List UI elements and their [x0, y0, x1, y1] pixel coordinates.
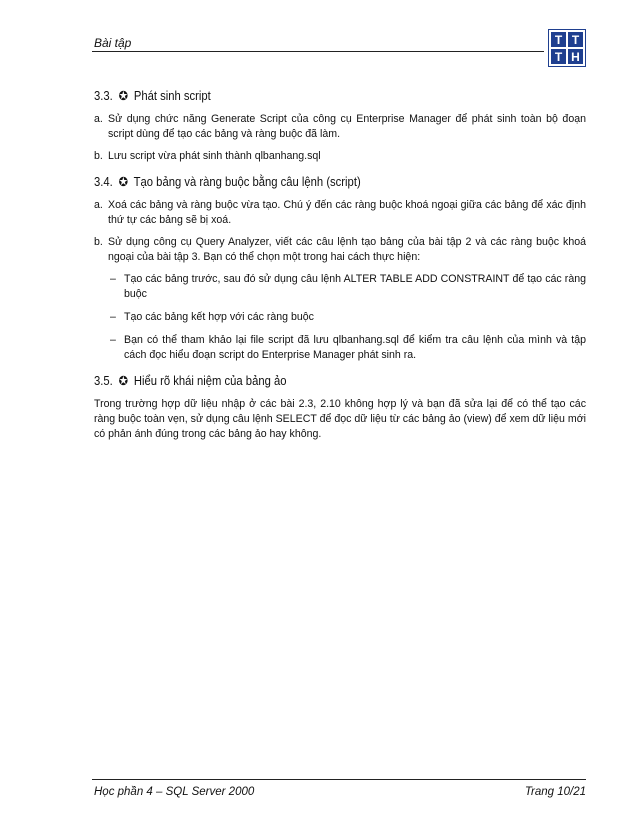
logo-letter-3: T — [554, 50, 563, 64]
list-item — [94, 112, 586, 142]
item-label: b. — [94, 236, 103, 248]
section-title: Tạo bảng và ràng buộc bằng câu lệnh (script) — [133, 175, 361, 189]
section-heading-3-3 — [94, 88, 537, 103]
footer-page-number: Trang 10/21 — [524, 786, 586, 798]
sub-list-item — [94, 272, 586, 302]
dash-bullet: – — [110, 334, 116, 346]
item-text: Xoá các bảng và ràng buộc vừa tạo. Chú ý đến các ràng buộc khoá ngoại giữa các bảng để xác định thứ tự các bảng sẽ bị xoá. — [108, 199, 586, 226]
section-heading-3-4 — [94, 174, 537, 189]
star-bullet-icon: ✪ — [118, 374, 129, 388]
header-title: Bài tập — [94, 36, 132, 50]
section-number: 3.4. — [94, 175, 113, 189]
dash-bullet: – — [110, 273, 116, 285]
sub-item-text: Tạo các bảng trước, sau đó sử dụng câu lệnh ALTER TABLE ADD CONSTRAINT để tạo các ràng buộc — [124, 273, 586, 300]
item-text: Sử dụng chức năng Generate Script của công cụ Enterprise Manager để phát sinh toàn bộ đoạn script dùng để tạo các bảng và ràng buộc đã làm. — [108, 113, 586, 140]
section-paragraph: Trong trường hợp dữ liệu nhập ở các bài 2.3, 2.10 không hợp lý và bạn đã sửa lại để có thể tạo các ràng buộc toàn vẹn, sử dụng câu lệnh SELECT để đọc dữ liệu từ các bảng ảo (view) để xem dữ liệu mới có phản ánh đúng trong các bảng ảo hay không. — [94, 398, 586, 440]
section-title: Phát sinh script — [133, 89, 211, 103]
list-item — [94, 149, 586, 164]
sub-item-text: Tạo các bảng kết hợp với các ràng buộc — [124, 311, 314, 323]
header-rule — [92, 51, 544, 52]
sub-list-item — [94, 333, 586, 363]
star-bullet-icon: ✪ — [118, 175, 129, 189]
item-label: a. — [94, 113, 103, 125]
star-bullet-icon: ✪ — [118, 89, 129, 103]
item-label: a. — [94, 199, 103, 211]
dash-bullet: – — [110, 311, 116, 323]
section-number: 3.3. — [94, 89, 113, 103]
logo-letter-1: T — [554, 33, 563, 47]
item-text: Lưu script vừa phát sinh thành qlbanhang.sql — [108, 150, 321, 162]
section-heading-3-5 — [94, 373, 537, 388]
footer-rule — [92, 779, 586, 780]
page-content — [94, 88, 586, 442]
tth-logo-icon — [548, 29, 586, 67]
logo-letter-4: H — [571, 50, 580, 64]
section-number: 3.5. — [94, 374, 113, 388]
sub-item-text: Bạn có thể tham khảo lại file script đã lưu qlbanhang.sql để kiểm tra câu lệnh của mình và tập cách đọc hiểu đoạn script do Enterprise Manager phát sinh ra. — [124, 334, 586, 361]
logo-letter-2: T — [571, 33, 580, 47]
list-item — [94, 198, 586, 228]
item-label: b. — [94, 150, 103, 162]
section-title: Hiểu rõ khái niệm của bảng ảo — [133, 374, 287, 388]
list-item — [94, 235, 586, 265]
item-text: Sử dụng công cụ Query Analyzer, viết các câu lệnh tạo bảng của bài tập 2 và các ràng buộc khoá ngoại của bài tập 3. Bạn có thể chọn một trong hai cách thực hiện: — [108, 236, 586, 263]
sub-list-item — [94, 310, 586, 325]
footer-course: Học phần 4 – SQL Server 2000 — [94, 786, 255, 798]
